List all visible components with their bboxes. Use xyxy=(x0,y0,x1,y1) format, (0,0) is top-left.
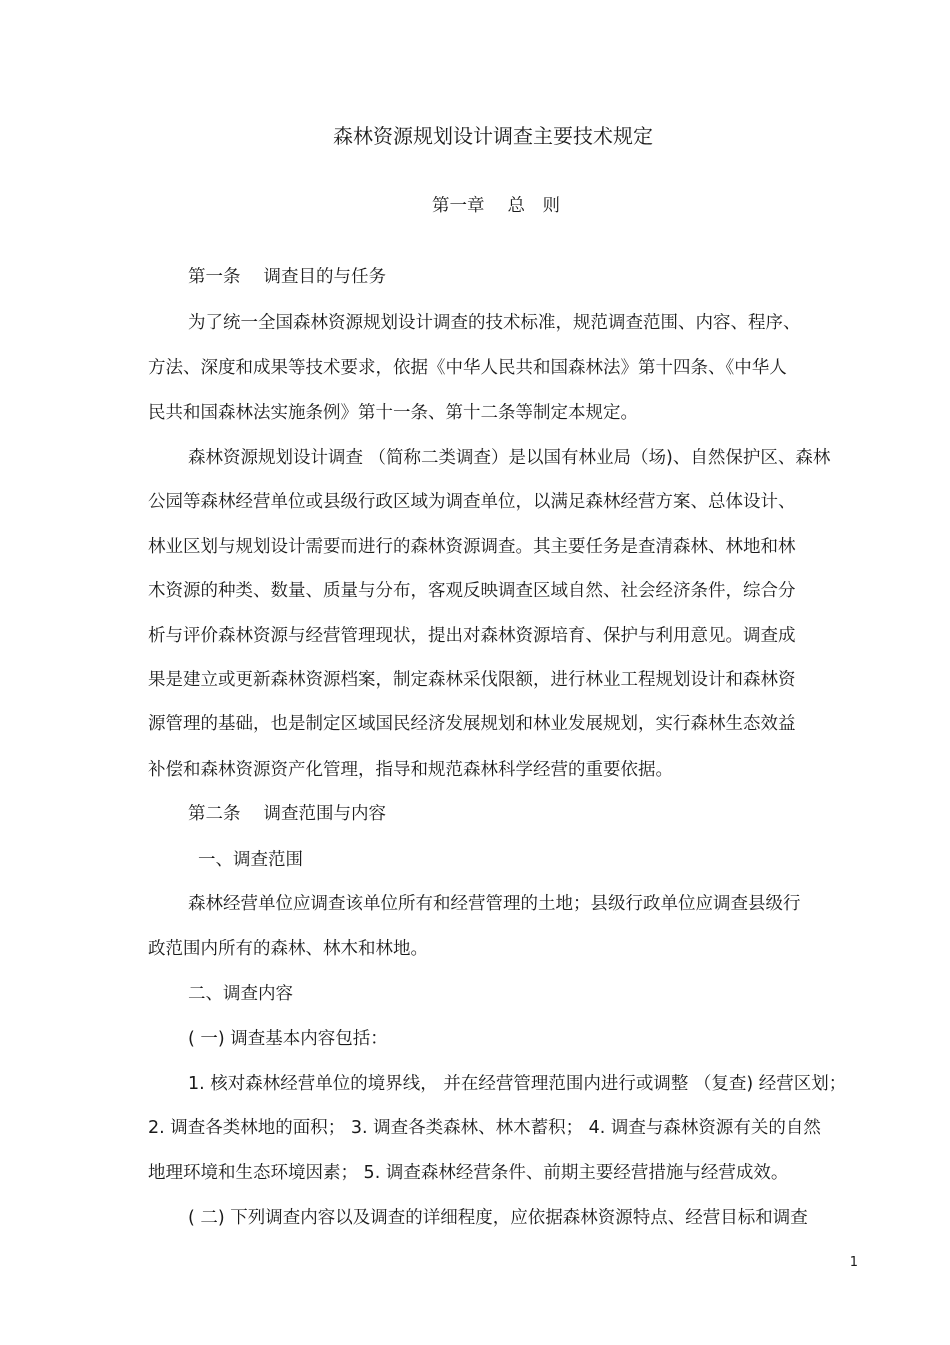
paragraph-line: 1. 核对森林经营单位的境界线， 并在经营管理范围内进行或调整 （复查) 经营区划； xyxy=(188,1074,847,1094)
paragraph-line: 民共和国森林法实施条例》第十一条、第十二条等制定本规定。 xyxy=(148,403,638,423)
paragraph-line: 源管理的基础，也是制定区域国民经济发展规划和林业发展规划，实行森林生态效益 xyxy=(148,714,796,734)
paragraph-line: 地理环境和生态环境因素； 5. 调查森林经营条件、前期主要经营措施与经营成效。 xyxy=(148,1163,789,1183)
page-number: 1 xyxy=(849,1255,858,1270)
paragraph-line: 木资源的种类、数量、质量与分布，客观反映调查区域自然、社会经济条件，综合分 xyxy=(148,581,796,601)
section-heading: 二、调查内容 xyxy=(188,984,293,1004)
paragraph-line: 方法、深度和成果等技术要求，依据《中华人民共和国森林法》第十四条、《中华人 xyxy=(148,358,787,378)
paragraph-line: 森林资源规划设计调查 （简称二类调查）是以国有林业局（场)、自然保护区、森林 xyxy=(188,448,831,468)
article-heading: 第二条 调查范围与内容 xyxy=(188,804,387,824)
section-heading: 一、调查范围 xyxy=(198,850,303,870)
paragraph-line: 政范围内所有的森林、林木和林地。 xyxy=(148,939,428,959)
paragraph-line: 公园等森林经营单位或县级行政区域为调查单位，以满足森林经营方案、总体设计、 xyxy=(148,492,796,512)
article-heading: 第一条 调查目的与任务 xyxy=(188,267,387,287)
paragraph-line: ( 一) 调查基本内容包括： xyxy=(188,1029,388,1049)
paragraph-line: 为了统一全国森林资源规划设计调查的技术标准，规范调查范围、内容、程序、 xyxy=(188,313,801,333)
paragraph-line: 析与评价森林资源与经营管理现状，提出对森林资源培育、保护与利用意见。调查成 xyxy=(148,626,796,646)
document-title: 森林资源规划设计调查主要技术规定 xyxy=(333,124,653,148)
chapter-heading: 第一章 总 则 xyxy=(431,196,561,216)
paragraph-line: 森林经营单位应调查该单位所有和经营管理的土地；县级行政单位应调查县级行 xyxy=(188,894,801,914)
paragraph-line: 林业区划与规划设计需要而进行的森林资源调查。其主要任务是查清森林、林地和林 xyxy=(148,537,796,557)
paragraph-line: 2. 调查各类林地的面积； 3. 调查各类森林、林木蓄积； 4. 调查与森林资源有关的自然 xyxy=(148,1118,821,1138)
paragraph-line: 果是建立或更新森林资源档案，制定森林采伐限额，进行林业工程规划设计和森林资 xyxy=(148,670,796,690)
paragraph-line: 补偿和森林资源资产化管理，指导和规范森林科学经营的重要依据。 xyxy=(148,760,673,780)
paragraph-line: ( 二) 下列调查内容以及调查的详细程度，应依据森林资源特点、经营目标和调查 xyxy=(188,1208,808,1228)
